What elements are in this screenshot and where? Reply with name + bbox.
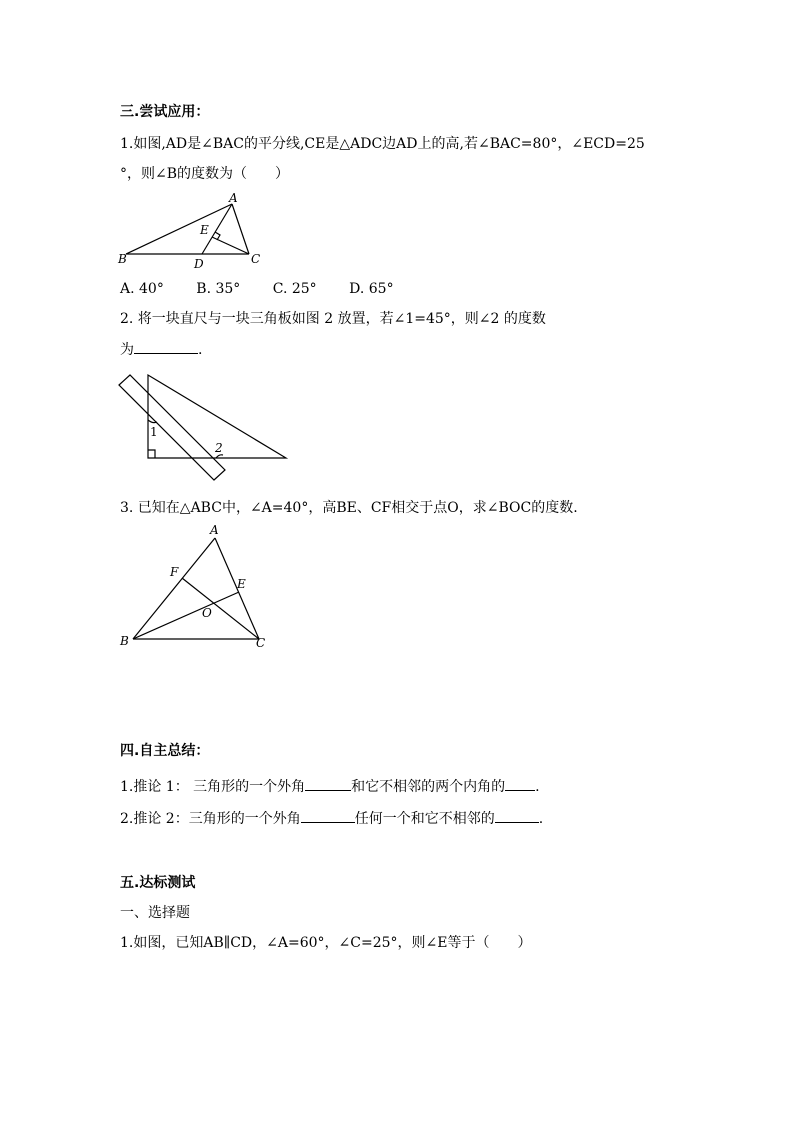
q1-side-BA [126,204,232,254]
q1-figure [110,190,280,270]
summary-item-1 [120,778,540,796]
summary-2-text-a: 2.推论 2：三角形的一个外角 [120,811,301,827]
q1-label-C: C [251,252,261,266]
section5-title: 五.达标测试 [120,875,196,891]
summary-1-blank-1 [305,778,351,791]
summary-2-blank-1 [301,810,355,823]
q3-label-C: C [256,636,266,650]
section5-subtitle: 一、选择题 [120,905,190,921]
q1-label-B: B [118,252,127,266]
q3-side-AB [133,538,215,639]
q2-ruler [119,375,225,480]
q2-text-line1: 2. 将一块直尺与一块三角板如图 2 放置，若∠1=45°，则∠2 的度数 [120,311,546,327]
summary-1-text-b: 和它不相邻的两个内角的 [351,779,506,795]
q1-text-line2: °，则∠B的度数为（ ） [120,166,290,182]
q1-options [120,280,422,298]
q1-text-line1: 1.如图,AD是∠BAC的平分线,CE是△ADC边AD上的高,若∠BAC=80°，∠ECD=25 [120,136,645,152]
q3-text: 3. 已知在△ABC中，∠A=40°，高BE、CF相交于点O，求∠BOC的度数. [120,500,578,516]
q2-figure [115,370,295,480]
q1-option-a: A. 40° [120,281,164,297]
summary-1-text-a: 1.推论 1： 三角形的一个外角 [120,779,306,795]
q1-side-AC [232,204,249,254]
q2-right-angle-mark [148,450,155,458]
section3-title: 三.尝试应用： [120,104,210,120]
summary-2-text-c: . [538,811,544,827]
summary-2-text-b: 任何一个和它不相邻的 [354,811,495,827]
summary-2-blank-2 [495,810,539,823]
q3-label-F: F [170,565,179,579]
q3-height-CF [182,578,259,639]
summary-1-text-c: . [535,779,540,795]
q2-label-1: 1 [150,425,158,439]
q1-label-D: D [194,257,204,271]
q3-label-A: A [210,523,219,537]
q3-label-B: B [120,634,129,648]
q1-option-c: C. 25° [272,281,317,297]
q3-height-BE [133,592,239,639]
q2-label-2: 2 [215,441,223,455]
q1-option-d: D. 65° [349,281,394,297]
summary-item-2 [120,810,543,828]
q3-figure [115,520,275,650]
q3-label-E: E [237,577,246,591]
q1-option-b: B. 35° [196,281,241,297]
q2-text-line2 [120,341,202,359]
q1-label-E: E [200,223,209,237]
q2-prefix: 为 [120,342,134,358]
q3-label-O: O [202,606,212,620]
summary-1-blank-2 [505,778,535,791]
section5-q1-text: 1.如图，已知AB∥CD，∠A=60°，∠C=25°，则∠E等于（ ） [120,935,532,951]
section4-title: 四.自主总结： [120,743,210,759]
q2-answer-blank [134,341,198,354]
q1-label-A: A [229,191,238,205]
q2-suffix: . [198,342,203,358]
